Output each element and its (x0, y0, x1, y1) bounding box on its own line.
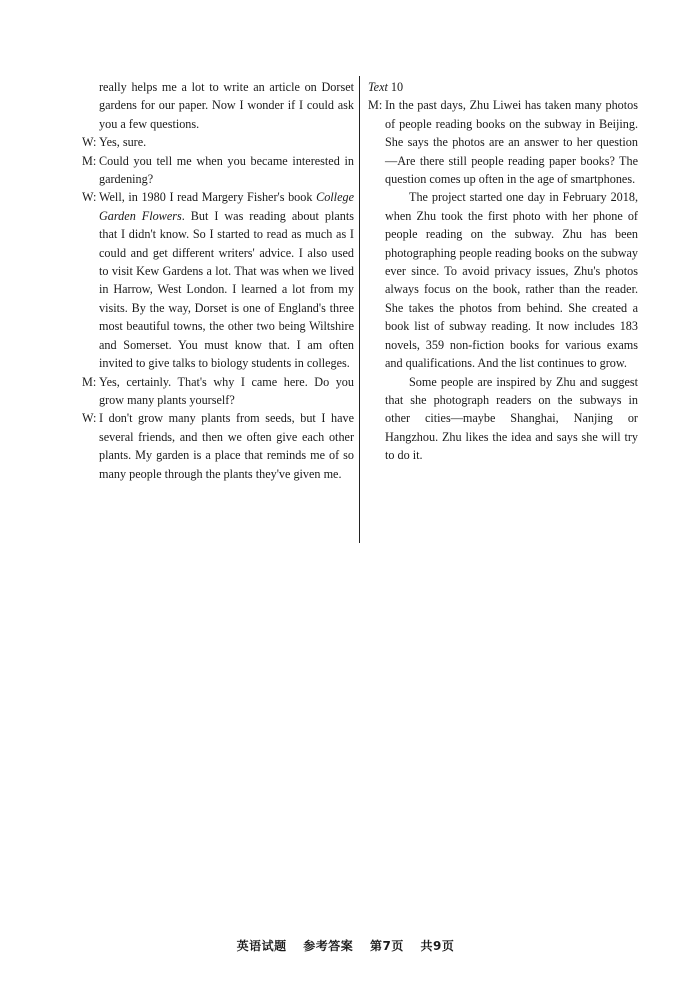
dialogue-turn (82, 373, 354, 410)
speaker-label: M: (368, 98, 383, 113)
dialogue-turn (82, 133, 354, 151)
left-column (82, 78, 354, 483)
footer-page-number: 第7页 (370, 939, 404, 953)
dialogue-text: In the past days, Zhu Liwei has taken many photos of people reading books on the subway in Beijing. She says the photos are an answer to her question—Are there still people reading paper books? The question comes up often in the age of smartphones. (385, 98, 638, 187)
dialogue-text: Could you tell me when you became interested in gardening? (99, 153, 354, 187)
book-title: College Garden Flowers (99, 190, 354, 223)
footer-subject: 英语试题 (236, 939, 287, 953)
column-divider (359, 76, 360, 543)
dialogue-text: I don't grow many plants from seeds, but I have several friends, and then we often give each other plants. My garden is a place that reminds me of so many people through the plants they've given me. (99, 411, 354, 481)
dialogue-text: Well, in 1980 I read Margery Fisher's book (99, 190, 317, 205)
text-heading (368, 78, 638, 96)
speaker-label: W: (82, 190, 97, 205)
page-footer (0, 937, 691, 954)
text-heading-word: Text (368, 80, 388, 94)
speaker-label: W: (82, 411, 97, 426)
speaker-label: M: (82, 374, 97, 389)
paragraph: The project started one day in February 2018, when Zhu took the first photo with her phone of people reading on the subway. Zhu has been photographing people reading books on the subway ever since. To avoid privacy issues, Zhu's photos always focus on the book, rather than the reader. She takes the photos from behind. She created a book list of subway reading. It now includes 183 novels, 359 non-fiction books for various exams and qualifications. And the list continues to grow. (385, 190, 638, 371)
dialogue-text: Yes, certainly. That's why I came here. Do you grow many plants yourself? (99, 374, 354, 407)
paragraph: Some people are inspired by Zhu and suggest that she photograph readers on the subways in other cities—maybe Shanghai, Nanjing or Hangzhou. Zhu likes the idea and says she will try to do it. (385, 374, 638, 463)
speaker-label: W: (82, 135, 97, 150)
speaker-label: M: (82, 153, 97, 168)
footer-answer-label: 参考答案 (303, 939, 354, 953)
dialogue-turn (82, 188, 354, 372)
right-column (368, 78, 638, 465)
dialogue-turn (82, 152, 354, 189)
dialogue-continuation: really helps me a lot to write an article on Dorset gardens for our paper. Now I wonder if I could ask you a few questions. (99, 80, 354, 131)
footer-total-pages: 共9页 (420, 939, 455, 953)
dialogue-turn (82, 409, 354, 483)
dialogue-text: . But I was reading about plants that I didn't know. So I started to read as much as I could and get different writers' advice. I also used to visit Kew Gardens a lot. That was when we lived in Harrow, West London. I learned a lot from my visits. By the way, Dorset is one of England's three most beautiful towns, the other two being Wiltshire and Somerset. You must know that. I am often invited to give talks to biology students in colleges. (99, 208, 354, 371)
dialogue-turn (368, 96, 638, 188)
dialogue-text: Yes, sure. (99, 135, 147, 150)
text-heading-number: 10 (390, 80, 404, 94)
